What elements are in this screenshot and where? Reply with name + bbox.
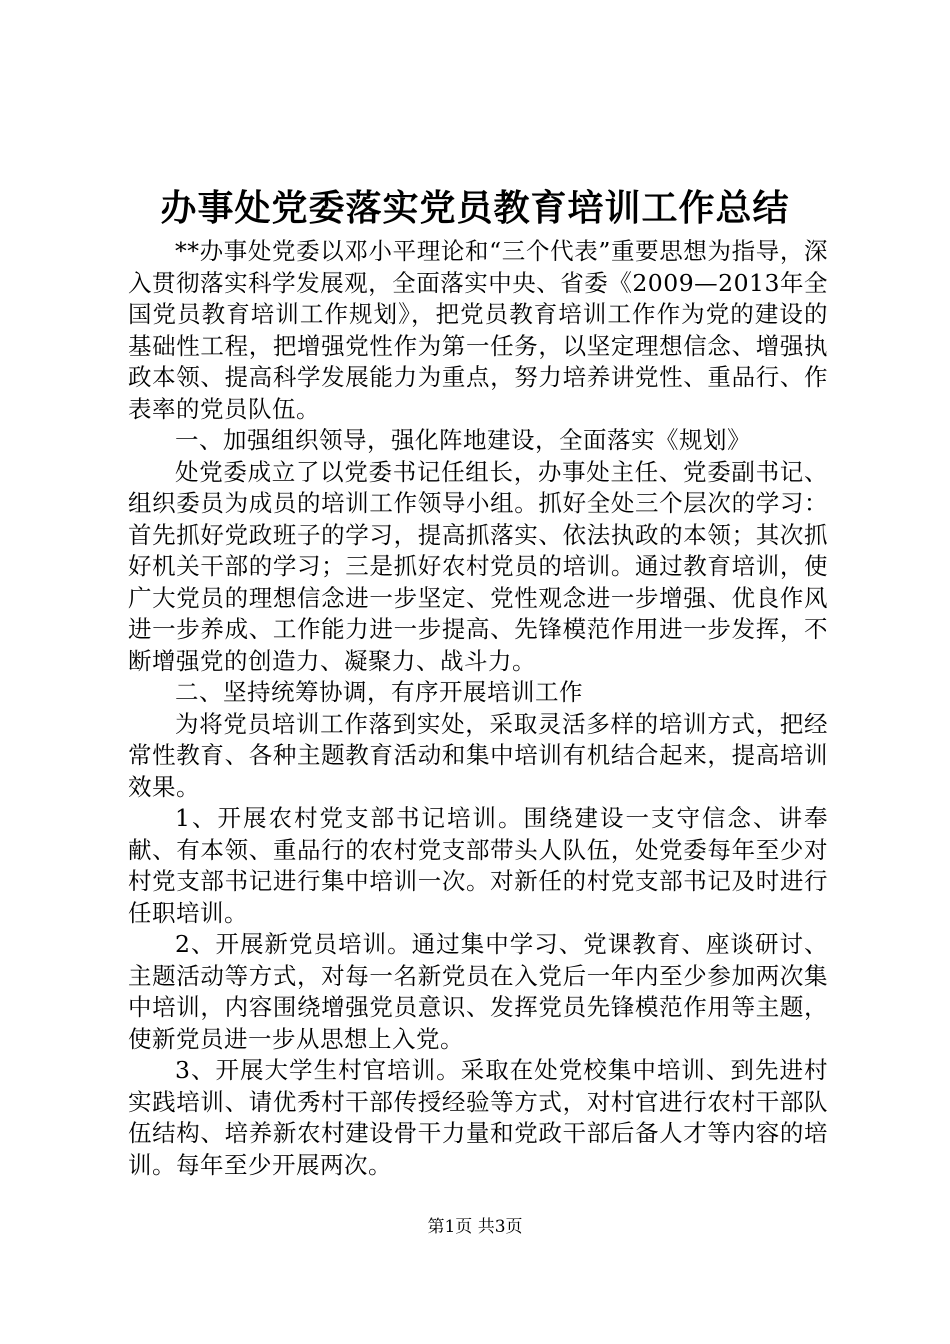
section-heading-1: 一、加强组织领导，强化阵地建设，全面落实《规划》: [175, 426, 751, 454]
paragraph-section-1: 处党委成立了以党委书记任组长，办事处主任、党委副书记、组织委员为成员的培训工作领导小组。抓好全处三个层次的学习：首先抓好党政班子的学习，提高抓落实、依法执政的本领；其次抓好机关干部的学习；三是抓好农村党员的培训。通过教育培训，使广大党员的理想信念进一步坚定、党性观念进一步增强、优良作风进一步养成、工作能力进一步提高、先锋模范作用进一步发挥，不断增强党的创造力、凝聚力、战斗力。: [128, 457, 828, 675]
paragraph-section-2: 为将党员培训工作落到实处，采取灵活多样的培训方式，把经常性教育、各种主题教育活动和集中培训有机结合起来，提高培训效果。: [128, 709, 828, 801]
list-item-2: 2、开展新党员培训。通过集中学习、党课教育、座谈研讨、主题活动等方式，对每一名新党员在入党后一年内至少参加两次集中培训，内容围绕增强党员意识、发挥党员先锋模范作用等主题，使新党员进一步从思想上入党。: [128, 930, 828, 1053]
list-item-3: 3、开展大学生村官培训。采取在处党校集中培训、到先进村实践培训、请优秀村干部传授经验等方式，对村官进行农村干部队伍结构、培养新农村建设骨干力量和党政干部后备人才等内容的培训。每年至少开展两次。: [128, 1056, 828, 1179]
document-body: [128, 236, 828, 1181]
document-title: 办事处党委落实党员教育培训工作总结: [160, 187, 790, 229]
list-item-1: 1、开展农村党支部书记培训。围绕建设一支守信念、讲奉献、有本领、重品行的农村党支部带头人队伍，处党委每年至少对村党支部书记进行集中培训一次。对新任的村党支部书记及时进行任职培训。: [128, 804, 828, 927]
paragraph-intro: **办事处党委以邓小平理论和“三个代表”重要思想为指导，深入贯彻落实科学发展观，全面落实中央、省委《2009—2013年全国党员教育培训工作规划》，把党员教育培训工作作为党的建设的基础性工程，把增强党性作为第一任务，以坚定理想信念、增强执政本领、提高科学发展能力为重点，努力培养讲党性、重品行、作表率的党员队伍。: [128, 237, 828, 423]
page-footer: 第1页 共3页: [427, 1217, 523, 1237]
section-heading-2: 二、坚持统筹协调，有序开展培训工作: [175, 678, 583, 706]
